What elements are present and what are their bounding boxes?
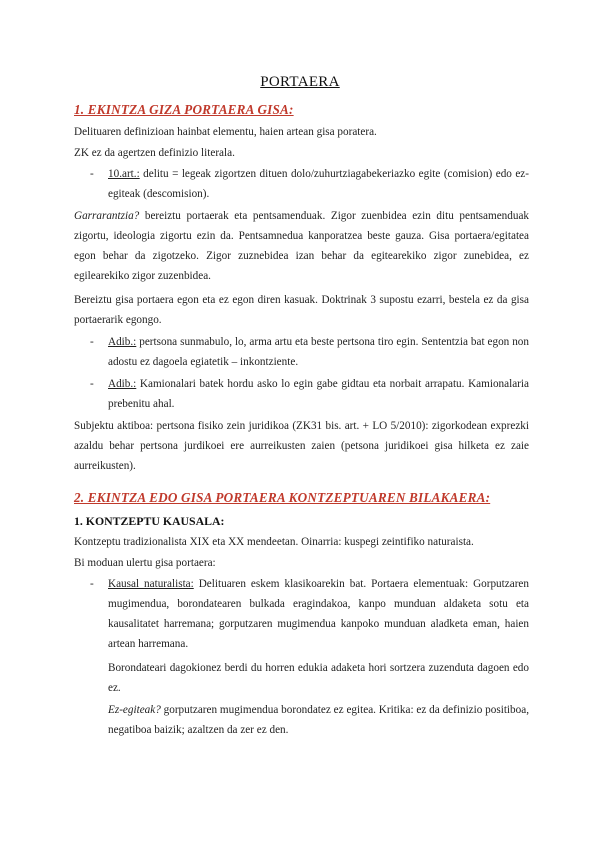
bullet-dash: - (90, 336, 94, 348)
paragraph-body: bereiztu portaerak eta pentsamenduak. Zigor zuenbidea ezin ditu pentsamenduak zigortu, ideologia zigortu ezin da. Pentsamnedua kanporatzea beste gauza. Gisa portaera/egitatea egon behar da zigotzeko. Zigor zuznebidea izan behar da egitearekiko zigor zunebidea, ez egilearekiko zigor zuzenbidea. (74, 210, 529, 282)
bullet-dash: - (90, 578, 94, 590)
italic-lead: Ez-egiteak? (108, 704, 161, 716)
concept-label: Kausal naturalista: (108, 578, 194, 590)
list-item-body: Delituaren eskem klasikoarekin bat. Portaera elementuak: Gorputzaren mugimendua, borondatearen bulkada eragindakoa, kanpo munduan aldaketa sotu eta kausalitatet harremana; gorputzaren mugimendua kanpoko munduan aladketa eman, haien artean harremana. (108, 578, 529, 650)
list-item (90, 574, 529, 654)
list-item-text (108, 332, 529, 372)
article-label: 10.art.: (108, 168, 140, 180)
list-item-text (108, 574, 529, 654)
example-label: Adib.: (108, 336, 137, 348)
paragraph-body: gorputzaren mugimendua borondatez ez egitea. Kritika: ez da definizio positiboa, negatiboa baizik; azaltzen da zer ez den. (108, 704, 529, 736)
paragraph: Delituaren definizioan hainbat elementu, haien artean gisa poratera. (74, 126, 377, 138)
list-item (90, 164, 529, 204)
bullet-dash: - (90, 378, 94, 390)
list-item-body: Kamionalari batek hordu asko lo egin gabe gidtau eta norbait arrapatu. Kamionalaria prebenitu ahal. (108, 378, 529, 410)
list-item-body: delitu = legeak zigortzen dituen dolo/zuhurtziagabekeriazko egite (comision) edo ez-egiteak (descomision). (108, 168, 529, 200)
list-item-body: pertsona sunmabulo, lo, arma artu eta beste pertsona tiro egin. Sententzia bat egon non adostu ez dagoela egiatetik – inkontziente. (108, 336, 529, 368)
paragraph: Bereiztu gisa portaera egon eta ez egon diren kasuak. Doktrinak 3 supostu ezarri, bestela ez da gisa portaerarik egongo. (74, 294, 529, 326)
page-title: PORTAERA (260, 74, 340, 90)
indented-paragraph: Borondateari dagokionez berdi du horren edukia adaketa hori sortzera zuzenduta dagoen edo ez. (108, 662, 529, 694)
section-2-heading: 2. EKINTZA EDO GISA PORTAERA KONTZEPTUAREN BILAKAERA: (74, 490, 491, 505)
list-item (90, 332, 529, 372)
paragraph: Kontzeptu tradizionalista XIX eta XX mendeetan. Oinarria: kuspegi zeintifiko naturaista. (74, 536, 474, 548)
paragraph: Subjektu aktiboa: pertsona fisiko zein juridikoa (ZK31 bis. art. + LO 5/2010): zigorkodean exprezki azaldu behar pertsona jurdikoei ere aurreikusten zaien (petsona juridikoei gisa hilketa ez zaie aurreikusten). (74, 420, 529, 472)
bullet-dash: - (90, 168, 94, 180)
list-item (90, 374, 529, 414)
subsection-heading: 1. KONTZEPTU KAUSALA: (74, 514, 225, 528)
list-item-text (108, 164, 529, 204)
italic-lead: Garrarantzia? (74, 210, 140, 222)
paragraph: ZK ez da agertzen definizio literala. (74, 147, 235, 159)
example-label: Adib.: (108, 378, 137, 390)
indented-paragraph (108, 700, 529, 740)
section-1-heading: 1. EKINTZA GIZA PORTAERA GISA: (74, 102, 294, 117)
paragraph: Bi moduan ulertu gisa portaera: (74, 557, 216, 569)
list-item-text (108, 374, 529, 414)
paragraph (74, 206, 529, 286)
